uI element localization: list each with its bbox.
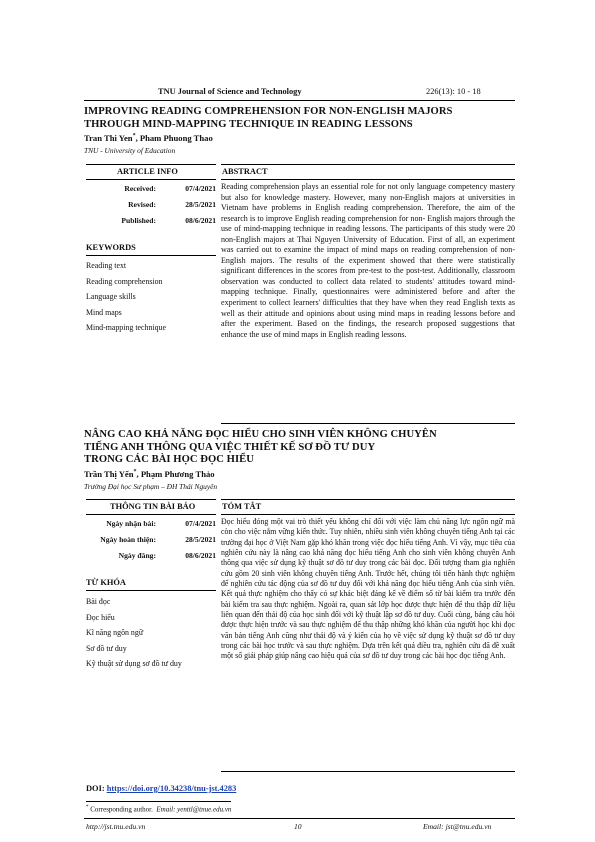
author-name: , Phạm Phương Thảo [136,469,215,479]
date-label: Ngày nhận bài: [106,519,156,528]
keyword-item: Bài đọc [86,597,111,606]
footer-rule [84,818,515,819]
author-mark: * [132,133,136,140]
keyword-item: Sơ đồ tư duy [86,643,127,653]
doi-line [86,784,236,793]
vietnamese-title-line: TIẾNG ANH THÔNG QUA VIỆC THIẾT KẾ SƠ ĐỒ TƯ DUY [84,441,376,453]
footnote [86,805,231,813]
abstract-rule-bottom [221,423,515,424]
journal-name: TNU Journal of Science and Technology [158,87,302,96]
doi-label: DOI: [86,784,107,793]
article-info-heading: ARTICLE INFO [117,167,178,176]
author-name: Trần Thị Yến [84,469,134,479]
author-mark: * [133,469,137,476]
date-row [86,200,216,212]
abstract-rule-bottom [221,771,515,772]
vietnamese-authors [84,469,215,479]
keywords-rule [86,590,216,591]
footnote-email: yenttl@tnue.edu.vn [177,805,232,814]
vietnamese-affiliation: Trường Đại học Sư phạm – ĐH Thái Nguyên [84,482,218,491]
article-info-rule-top [86,164,216,165]
article-info-rule-top [86,499,216,500]
date-value: 08/6/2021 [185,216,216,225]
volume-pages: 226(13): 10 - 18 [426,87,481,96]
keywords-heading: TỪ KHÓA [86,578,126,587]
vietnamese-title-line: NÂNG CAO KHẢ NĂNG ĐỌC HIỂU CHO SINH VIÊN KHÔNG CHUYÊN [84,429,437,440]
footnote-mark: * [86,805,89,810]
article-info-rule [86,179,216,180]
abstract-rule-top [221,499,515,500]
english-title-line: IMPROVING READING COMPREHENSION FOR NON-ENGLISH MAJORS [84,106,453,117]
author-name: Tran Thi Yen [84,133,133,143]
date-value: 28/5/2021 [185,200,216,209]
footnote-text: Corresponding author. [88,805,153,814]
article-info-rule [86,514,216,515]
english-affiliation: TNU - University of Education [84,146,176,155]
article-info-heading: THÔNG TIN BÀI BÁO [110,502,196,511]
date-row [86,519,216,531]
date-value: 07/4/2021 [185,519,216,528]
abstract-heading: ABSTRACT [222,167,268,176]
running-header [84,87,511,101]
keyword-item: Reading text [86,261,127,270]
date-value: 08/6/2021 [185,551,216,560]
english-title-line: THROUGH MIND-MAPPING TECHNIQUE IN READING LESSONS [84,118,413,130]
vietnamese-title [84,429,514,467]
vietnamese-title-line: TRONG CÁC BÀI HỌC ĐỌC HIỂU [84,454,254,466]
keyword-item: Kỹ thuật sử dụng sơ đồ tư duy [86,659,182,668]
footnote-email-label: Email: [156,805,176,814]
date-label: Received: [124,184,156,193]
date-row [86,216,216,228]
page-number: 10 [294,822,302,831]
keyword-list [86,594,182,672]
date-row [86,535,216,547]
keyword-item: Đọc hiểu [86,612,115,622]
date-row [86,184,216,196]
doi-link[interactable]: https://doi.org/10.34238/tnu-jst.4283 [106,784,237,793]
footer-url[interactable]: http://jst.tnu.edu.vn [86,822,146,831]
keyword-item: Mind maps [86,307,122,317]
header-rule [84,100,515,101]
date-label: Ngày đăng: [118,551,156,560]
author-name: , Pham Phuong Thao [135,133,213,143]
keywords-rule [86,255,216,256]
footnote-rule [86,801,231,802]
abstract-rule [221,179,515,180]
keywords-heading: KEYWORDS [86,243,136,252]
footer-email: Email: jst@tnu.edu.vn [423,822,492,831]
abstract-heading: TÓM TẮT [222,502,262,511]
abstract-rule-top [221,164,515,165]
keyword-item: Reading comprehension [86,276,163,286]
keyword-item: Mind-mapping technique [86,323,166,332]
english-title [84,106,514,131]
english-authors [84,133,213,143]
vietnamese-abstract-text: Đọc hiểu đóng một vai trò thiết yếu không chỉ đối với việc làm chủ năng lực ngôn ngữ mà còn cho việc nắm vững kiến thức. Tuy nhiên, nhiều sinh viên không chuyên tiếng Anh tại các trường đại học ở Việt Nam gặp khó khăn trong việc đọc hiểu tiếng Anh. Vì vậy, mục tiêu của nghiên cứu này là nâng cao khả năng đọc hiểu tiếng Anh cho sinh viên không chuyên Anh thông qua việc sử dụng kỹ thuật sơ đồ tư duy trong các bài đọc. Đối tượng tham gia nghiên cứu gồm 20 sinh viên không chuyên tiếng Anh. Trước hết, chúng tôi tiến hành thực nghiệm để nghiên cứu tác động của sơ đồ tư duy đối với khả năng đọc hiểu tiếng Anh của sinh viên. Kết quả thực nghiệm cho thấy có sự khác biệt đáng kể về điểm số từ bài kiểm tra trước đến bài kiểm tra sau thực nghiệm. Ngoài ra, quan sát lớp học được thực hiện để thu thập dữ liệu liên quan đến thái độ của học sinh đối với kỹ thuật lập sơ đồ tư duy. Cuối cùng, bảng câu hỏi được thực hiện trước và sau thực nghiệm để thu thập những khó khăn của người học khi đọc văn bản tiếng Anh cũng như thái độ và ý kiến của họ về việc sử dụng kỹ thuật sơ đồ tư duy trong các bài học trước và sau thực nghiệm. Dựa trên kết quả điều tra, nghiên cứu đã đề xuất một số giải pháp giúp nâng cao hiệu quả của sơ đồ tư duy trong các bài học đọc tiếng Anh. [221,517,515,661]
keyword-item: Language skills [86,292,136,301]
date-label: Published: [121,216,156,225]
date-label: Ngày hoàn thiện: [100,535,156,544]
date-label: Revised: [128,200,156,209]
date-value: 07/4/2021 [185,184,216,193]
keyword-item: Kĩ năng ngôn ngữ [86,628,144,637]
keyword-list [86,258,166,336]
abstract-rule [221,514,515,515]
english-abstract-text: Reading comprehension plays an essential role for not only language competency mastery but also for knowledge mastery. However, many non-English majors at universities in Vietnam have problems in English reading comprehension. Therefore, the aim of the research is to improve English reading comprehension for non- English majors through the use of mind-mapping technique in reading lessons. The participants of this study were 20 non-English majors at Thai Nguyen University of Education. First of all, an experiment was carried out to examine the impact of mind maps on reading comprehension of non-English majors. The results of the experiment showed that there were statistically significant differences in the scores from pre-test to the post-test. Additionally, classroom observation was conducted to collect data related to students' attitudes toward mind-mapping technique. Finally, questionnaires were administered before and after the experiment to collect learners' difficulties that they have when they read English texts as well as their attitude and opinions about using mind maps in reading lessons before and after the experiment. Based on the findings, the research proposed suggestions that enhance the use of mind maps in English reading lessons. [221,182,515,339]
date-value: 28/5/2021 [185,535,216,544]
date-row [86,551,216,563]
